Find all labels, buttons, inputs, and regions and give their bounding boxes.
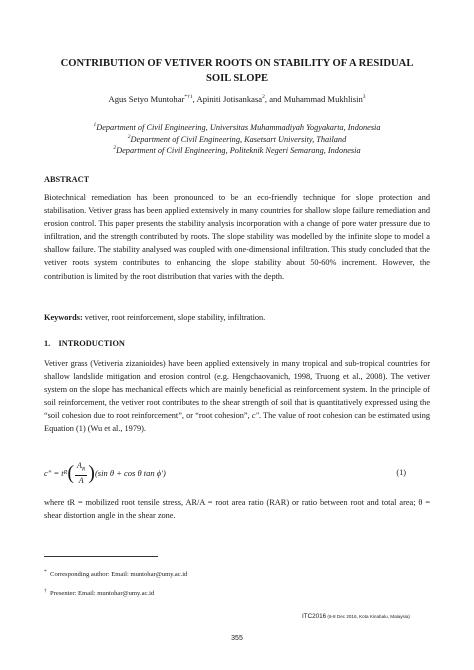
equation-1 [44, 458, 430, 492]
affiliation-3 [40, 145, 434, 157]
introduction-heading: 1. INTRODUCTION [44, 339, 125, 348]
introduction-paragraph-1 [44, 357, 430, 436]
author-separator: , [192, 94, 197, 104]
keywords-label: Keywords: [44, 313, 83, 322]
footnote-divider [44, 556, 158, 557]
area-ratio-fraction [75, 461, 87, 486]
equation-number: (1) [396, 468, 406, 477]
numerator-symbol: A [77, 461, 82, 470]
footnote-corresponding-author [44, 570, 187, 579]
paper-title [40, 56, 434, 86]
affiliation-text: Department of Civil Engineering, Universitas Muhammadiyah Yogyakarta, Indonesia [96, 123, 381, 132]
footnote-text: Presenter: Email: muntohar@umy.ac.id [50, 590, 155, 597]
intro-text-part-1: Vetiver grass (Vetiveria zizanioides) have been applied extensively in many tropical and sub-tropical countries for shallow landslide mitigation and erosion control (e.g. Hengchaovanich, 1998, Truong et al., 2008). The vetiver system on the slope has mechanical effects which are mainly beneficial as reinforcement system. In the principle of soil reinforcement, the vetiver root contributes to the shear strength of soil that is quantitatively expressed using the “soil cohesion due to root reinforcement”, or “root cohesion”, [44, 359, 430, 421]
fraction-numerator [75, 461, 87, 476]
abstract-heading: ABSTRACT [44, 175, 90, 184]
fraction-denominator: A [78, 475, 84, 485]
affiliation-mark: 1 [93, 122, 97, 129]
equation-rhs: (sin θ + cos θ tan ϕ′) [94, 468, 166, 479]
author-3-name: Muhammad Mukhlisin [283, 94, 363, 104]
title-line-2: SOIL SLOPE [205, 73, 269, 84]
author-1-name: Agus Setyo Muntohar [108, 94, 185, 104]
abstract-text: Biotechnical remediation has been pronounced to be an eco-friendly technique for slope protection and stabilisation. Vetiver grass has been applied extensively in many countries for shallow slope failure remediation and erosion control. This paper presents the stability analysis incorporation with a change of pore water pressure due to infiltration, and the strength contributed by roots. The slope stability was modelled by the infinite slope to model a shallow failure. The stability analysed was coupled with one-dimensional infiltration. This study concluded that the vetiver roots system contributes to enhancing the slope stability about 50-60% increment. However, the contribution is limited by the root distribution that varies with the depth. [44, 193, 430, 281]
author-list [40, 93, 434, 105]
affiliation-text: Department of Civil Engineering, Politeknik Negeri Semarang, Indonesia [116, 146, 361, 156]
introduction-paragraph-2: where tR = mobilized root tensile stress, AR/A = root area ratio (RAR) or ratio between root and total area; θ = shear distortion angle in the shear zone. [44, 498, 430, 521]
author-separator: , and [264, 94, 284, 104]
footnote-mark: † [44, 587, 47, 594]
keywords-text: vetiver, root reinforcement, slope stability, infiltration. [82, 313, 266, 322]
footnote-mark: * [44, 568, 47, 575]
numerator-subscript: R [81, 466, 86, 473]
affiliation-2 [40, 134, 434, 146]
author-2-name: Apiniti Jotisankasa [196, 94, 263, 104]
left-paren: ( [67, 462, 75, 485]
author-3-marks: 3 [362, 94, 366, 101]
author-1-marks: *†1 [184, 94, 193, 101]
title-line-1: CONTRIBUTION OF VETIVER ROOTS ON STABILITY OF A RESIDUAL [60, 58, 414, 69]
equation-expression [44, 461, 166, 486]
root-cohesion-symbol: c″ [251, 411, 259, 421]
author-2-marks: 2 [262, 94, 265, 101]
page-number: 355 [231, 635, 243, 642]
keywords [44, 312, 430, 324]
conference-name: ITC2016 [302, 613, 327, 620]
affiliation-mark: 2 [113, 145, 117, 152]
conference-detail: (6-8 Dec 2016, Kota Kinabalu, Malaysia) [326, 614, 410, 619]
affiliations [40, 122, 434, 157]
equation-lhs: c″ = t [44, 468, 64, 479]
footnote-presenter [44, 589, 154, 598]
equation-lhs-subscript: R [63, 470, 68, 477]
affiliation-mark: 2 [127, 133, 131, 140]
conference-label [302, 613, 410, 620]
affiliation-text: Department of Civil Engineering, Kasetsart University, Thailand [130, 134, 347, 144]
footnote-text: Corresponding author: Email: muntohar@umy.ac.id [50, 571, 188, 578]
affiliation-1 [40, 122, 434, 134]
intro-text-part-2: . The value of root cohesion can be estimated using Equation (1) (Wu et al., 1979). [44, 411, 430, 434]
right-paren: ) [88, 462, 95, 485]
